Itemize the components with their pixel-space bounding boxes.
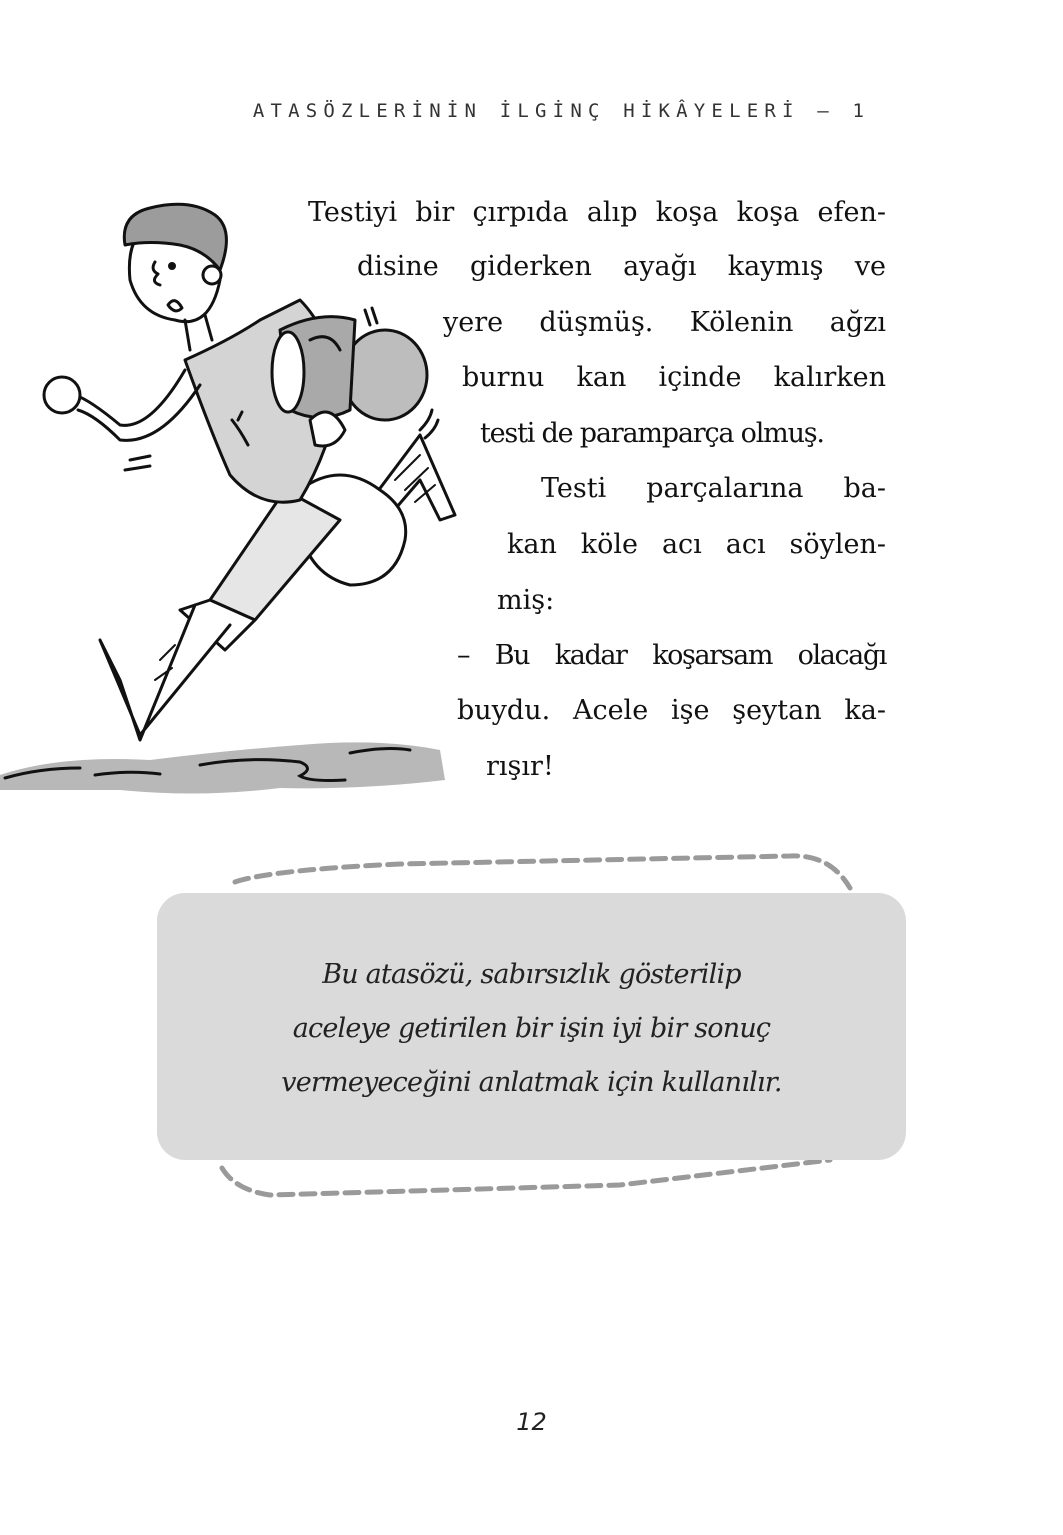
story-line: rışır! xyxy=(486,751,554,782)
story-line: disine giderken ayağı kaymış ve xyxy=(357,251,886,282)
story-line: burnu kan içinde kalırken xyxy=(462,362,886,393)
note-line: aceleye getirilen bir işin iyi bir sonuç xyxy=(292,1013,771,1044)
story-line: Testi parçalarına ba- xyxy=(541,473,886,504)
story-line: testi de paramparça olmuş. xyxy=(480,418,824,449)
story-line: kan köle acı acı söylen- xyxy=(507,529,886,560)
story-line: Testiyi bir çırpıda alıp koşa koşa efen- xyxy=(308,197,886,228)
note-line: vermeyeceğini anlatmak için kullanılır. xyxy=(281,1067,782,1098)
running-head: ATASÖZLERİNİN İLGİNÇ HİKÂYELERİ – 1 xyxy=(252,100,871,122)
story-line: miş: xyxy=(497,585,555,616)
story-line: buydu. Acele işe şeytan ka- xyxy=(457,695,886,726)
page-number: 12 xyxy=(516,1408,547,1436)
boy-figure-icon xyxy=(44,204,455,740)
ground-shadow-icon xyxy=(0,742,445,793)
story-line: – Bu kadar koşarsam olacağı xyxy=(457,640,886,671)
note-line: Bu atasözü, sabırsızlık gösterilip xyxy=(322,959,741,990)
story-line: yere düşmüş. Kölenin ağzı xyxy=(443,307,886,338)
